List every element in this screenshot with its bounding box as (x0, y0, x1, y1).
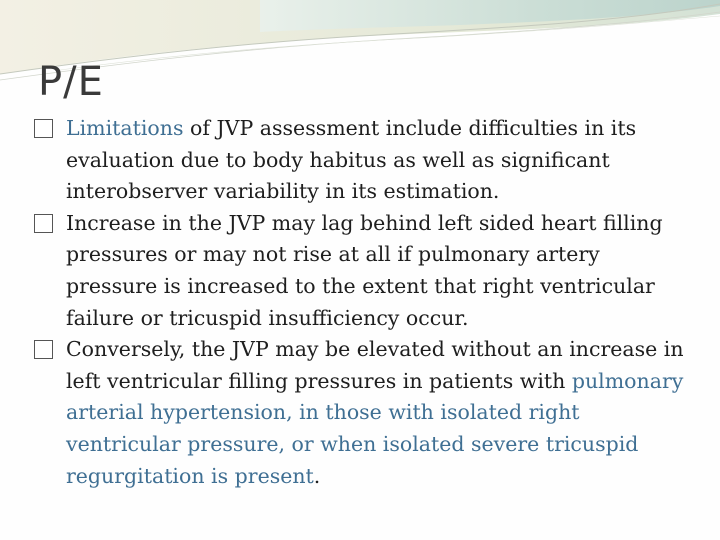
bullet-text: of JVP assessment include difficulties in its evaluation due to body habitus as well as significant interobserver variability in its estimation. (66, 116, 637, 204)
bullet-item (34, 113, 694, 208)
bullet-text: . (313, 463, 321, 488)
bullet-item (34, 334, 694, 492)
slide-title: P/E (38, 59, 104, 105)
bullet-text-accent: Limitations (66, 116, 184, 140)
square-bullet-icon (34, 214, 53, 233)
bullet-text-accent: pulmonary arterial hypertension, in those with isolated right ventricular pressure, or when isolated severe tricuspid regurgitation is present (66, 368, 684, 488)
header-wave-decoration (0, 0, 720, 90)
bullet-text: Conversely, the JVP may be elevated without an increase in left ventricular filling pressures in patients with (66, 337, 684, 393)
bullet-item (34, 208, 694, 334)
bullet-list (34, 113, 694, 492)
square-bullet-icon (34, 119, 53, 138)
square-bullet-icon (34, 340, 53, 359)
bullet-text: Increase in the JVP may lag behind left sided heart filling pressures or may not rise at all if pulmonary artery pressure is increased to the extent that right ventricular failure or tricuspid insufficiency occur. (66, 210, 663, 330)
